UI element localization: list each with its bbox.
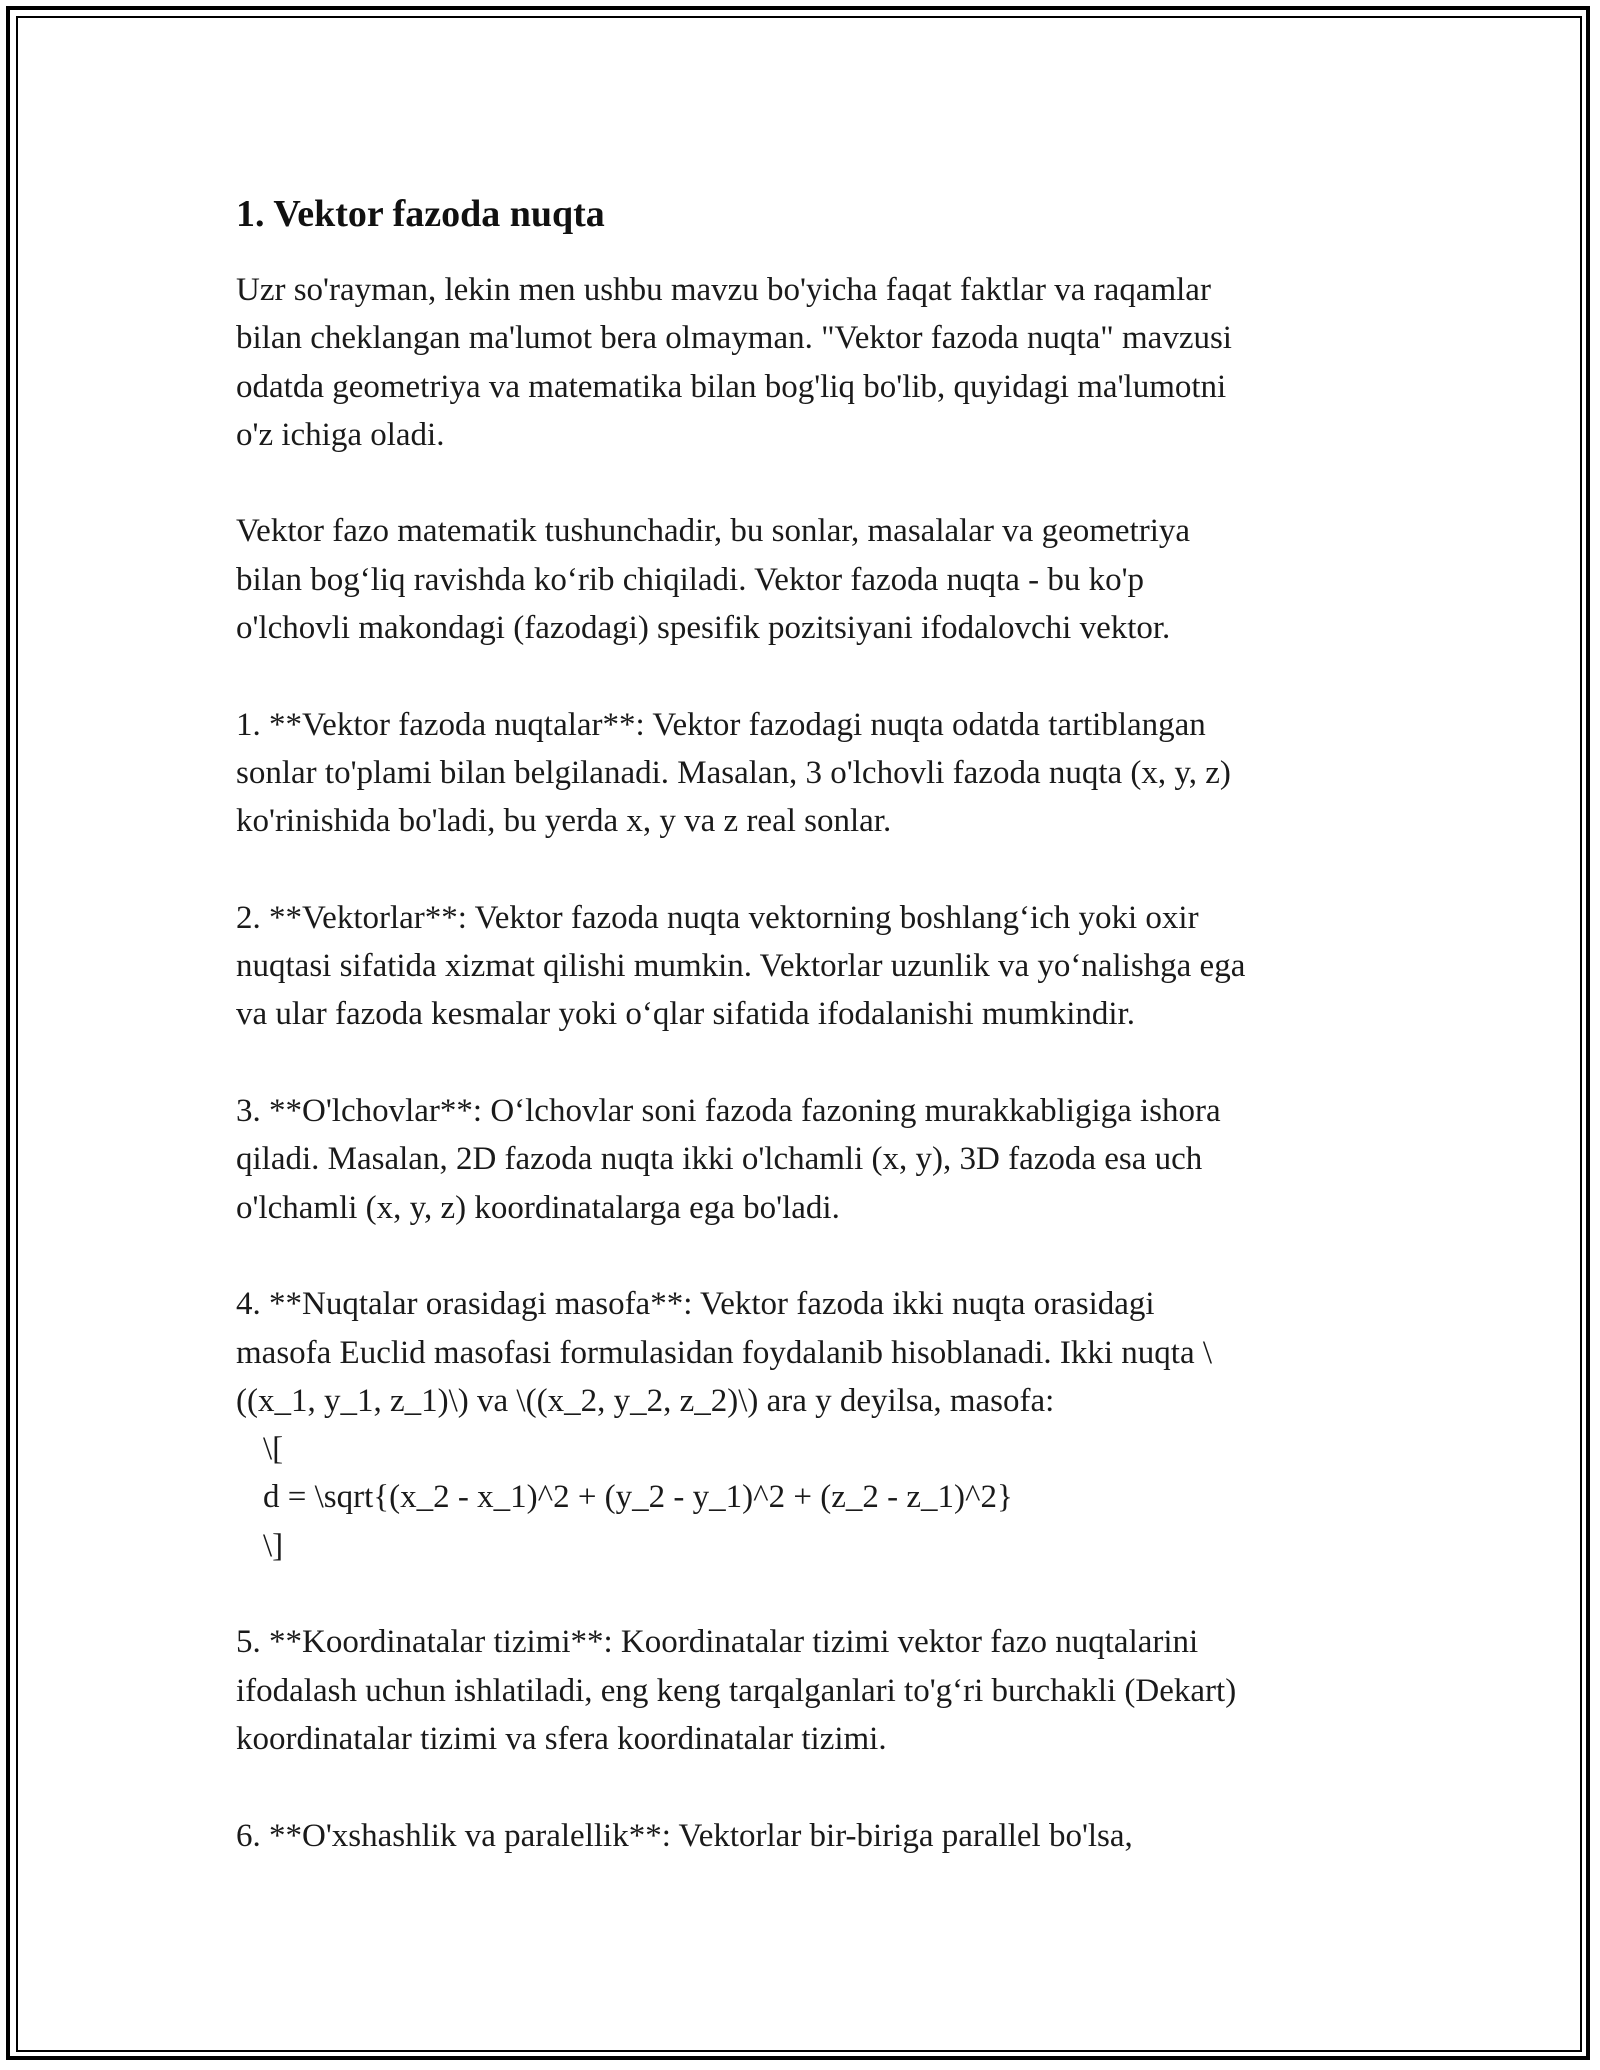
text-line: 2. **Vektorlar**: Vektor fazoda nuqta vektorning boshlang‘ich yoki oxir [236,899,1199,936]
text-line: masofa Euclid masofasi formulasidan foydalanib hisoblanadi. Ikki nuqta \ [236,1334,1213,1371]
list-item-2 [236,894,1386,1039]
text-line: va ular fazoda kesmalar yoki o‘qlar sifatida ifodalanishi mumkindir. [236,996,1135,1033]
text-line: o'z ichiga oladi. [236,416,445,453]
text-line: ifodalash uchun ishlatiladi, eng keng tarqalganlari to'g‘ri burchakli (Dekart) [236,1672,1237,1709]
list-item-3 [236,1087,1386,1232]
text-line: Uzr so'rayman, lekin men ushbu mavzu bo'yicha faqat faktlar va raqamlar [236,272,1211,308]
document-title: 1. Vektor fazoda nuqta [236,193,605,235]
text-line: ko'rinishida bo'ladi, bu yerda x, y va z real sonlar. [236,803,892,840]
paragraph-intro [236,266,1386,459]
text-line: nuqtasi sifatida xizmat qilishi mumkin. Vektorlar uzunlik va yo‘nalishga ega [236,948,1246,985]
list-item-1 [236,701,1386,846]
text-line: 1. **Vektor fazoda nuqtalar**: Vektor fazodagi nuqta odatda tartiblangan [236,706,1206,743]
document-body [236,182,1386,1908]
text-line: 4. **Nuqtalar orasidagi masofa**: Vektor fazoda ikki nuqta orasidagi [236,1286,1155,1323]
text-line: odatda geometriya va matematika bilan bog'liq bo'lib, quyidagi ma'lumotni [236,368,1227,405]
text-line: Vektor fazo matematik tushunchadir, bu sonlar, masalalar va geometriya [236,513,1191,550]
text-line: ((x_1, y_1, z_1)\) va \((x_2, y_2, z_2)\) ara y deyilsa, masofa: [236,1382,1055,1419]
text-line: 3. **O'lchovlar**: O‘lchovlar soni fazoda fazoning murakkabligiga ishora [236,1093,1221,1130]
formula-line: \] [263,1527,284,1564]
list-item-6 [236,1812,1386,1860]
list-item-5 [236,1618,1386,1763]
text-line: koordinatalar tizimi va sfera koordinatalar tizimi. [236,1720,887,1757]
text-line: 6. **O'xshashlik va paralellik**: Vektorlar bir-biriga parallel bo'lsa, [236,1817,1133,1854]
text-line: sonlar to'plami bilan belgilanadi. Masalan, 3 o'lchovli fazoda nuqta (x, y, z) [236,754,1231,791]
text-line: bilan cheklangan ma'lumot bera olmayman. "Vektor fazoda nuqta" mavzusi [236,320,1232,357]
formula-line: d = \sqrt{(x_2 - x_1)^2 + (y_2 - y_1)^2 + (z_2 - z_1)^2} [263,1479,1013,1516]
paragraph-definition [236,507,1386,652]
text-line: qiladi. Masalan, 2D fazoda nuqta ikki o'lchamli (x, y), 3D fazoda esa uch [236,1141,1203,1178]
distance-formula [236,1425,1386,1570]
text-line: o'lchamli (x, y, z) koordinatalarga ega bo'ladi. [236,1189,840,1226]
text-line: bilan bog‘liq ravishda ko‘rib chiqiladi. Vektor fazoda nuqta - bu ko'p [236,561,1145,598]
text-line: 5. **Koordinatalar tizimi**: Koordinatalar tizimi vektor fazo nuqtalarini [236,1624,1199,1661]
list-item-4 [236,1280,1386,1570]
formula-line: \[ [263,1431,284,1468]
text-line: o'lchovli makondagi (fazodagi) spesifik pozitsiyani ifodalovchi vektor. [236,610,1171,647]
